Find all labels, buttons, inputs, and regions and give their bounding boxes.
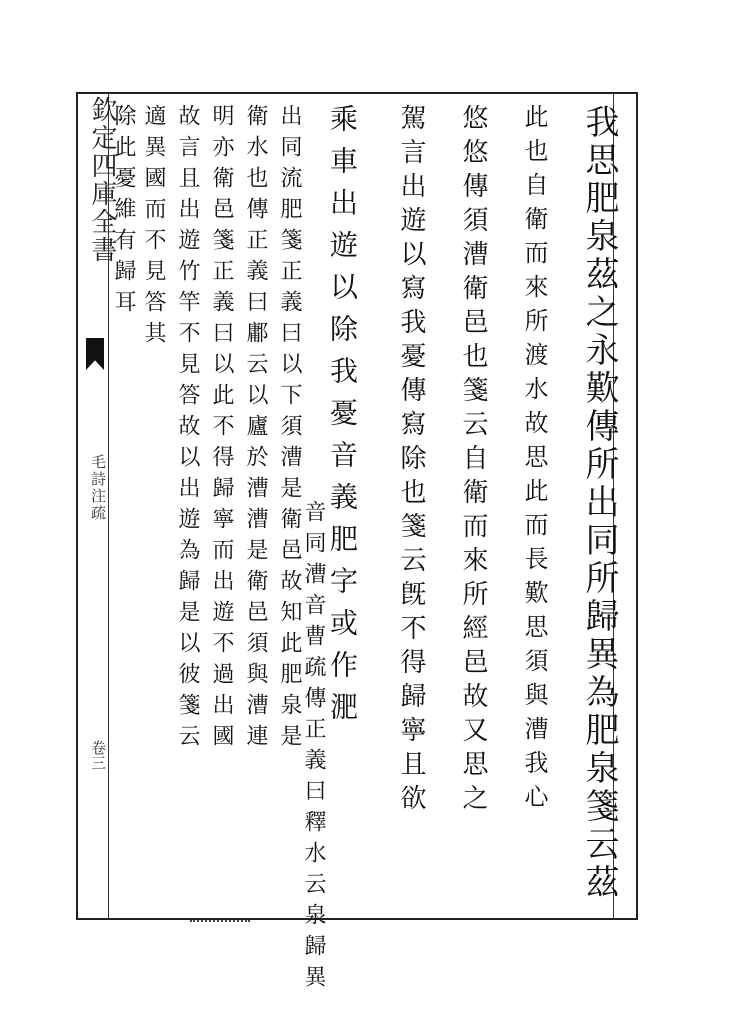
margin-book-title: 毛詩注疏: [89, 454, 107, 522]
text-column-7: 出同流肥箋正義曰以下須漕是衛邑故知此肥泉是: [277, 104, 302, 755]
text-column-9: 明亦衛邑箋正義曰以此不得歸寧而出遊不過出國: [209, 104, 234, 755]
text-column-11: 適異國而不見答其: [141, 104, 166, 352]
text-column-5: 乘車出遊以除我憂音義肥字或作淝: [326, 104, 359, 734]
margin-page-number: 卷三: [89, 740, 107, 770]
bottom-border-mark: [190, 912, 250, 922]
text-column-3: 悠悠傳須漕衛邑也箋云自衛而來所經邑故又思之: [458, 104, 488, 818]
text-column-4: 駕言出遊以寫我憂傳寫除也箋云旣不得歸寧且欲: [396, 104, 426, 818]
text-column-2: 此也自衛而來所渡水故思此而長歎思須與漕我心: [520, 104, 548, 818]
text-column-12: 除此憂維有歸耳: [111, 104, 136, 321]
margin-title: 欽定四庫全書: [87, 96, 117, 264]
text-column-8: 衛水也傳正義曰鄘云以廬於漕漕是衛邑須與漕連: [243, 104, 268, 755]
text-column-1: 我思肥泉茲之永歎傳所出同所歸異為肥泉箋云茲: [579, 104, 619, 902]
text-column-6: 音同漕音曹疏傳正義曰釋水云泉歸異: [301, 500, 326, 996]
text-column-10: 故言且出遊竹竿不見答故以出遊為歸是以彼箋云: [175, 104, 200, 755]
